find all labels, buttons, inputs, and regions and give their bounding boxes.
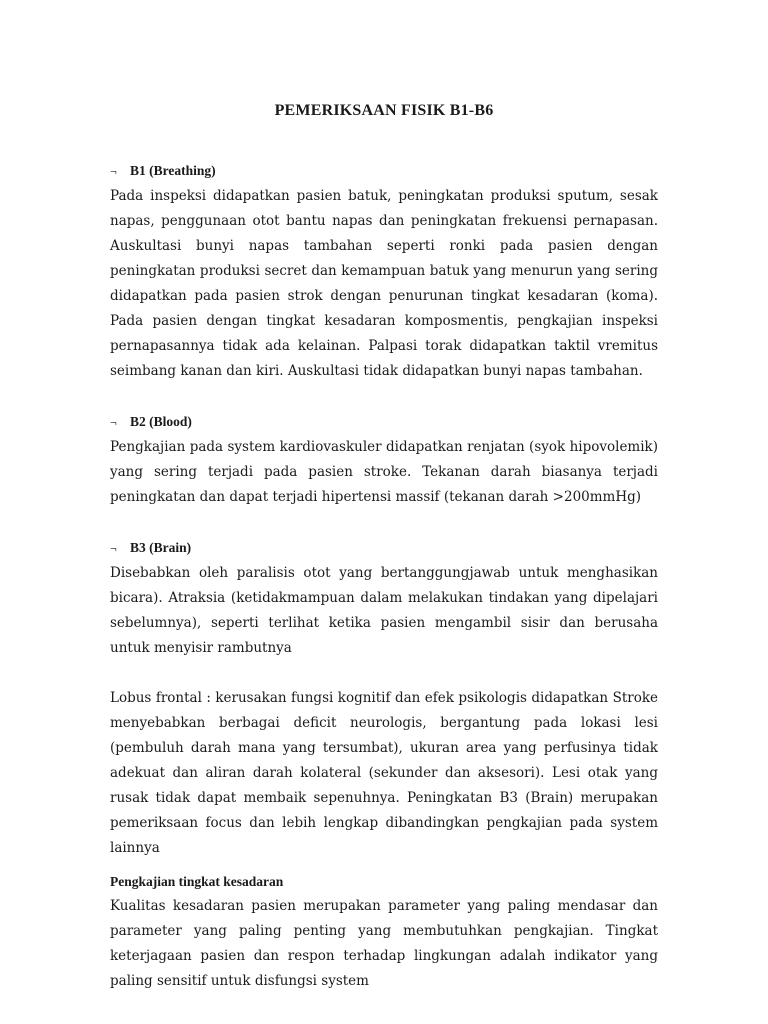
section-paragraph: Disebabkan oleh paralisis otot yang bertanggungjawab untuk menghasikan bicara). Atraksia (ketidakmampuan dalam melakukan tindakan yang dipelajari sebelumnya), seperti terlihat ketika pasien mengambil sisir dan berusaha untuk menyisir rambutnya: [110, 565, 658, 656]
section-heading: [110, 158, 658, 184]
subsection-heading: Pengkajian tingkat kesadaran: [110, 874, 284, 889]
spacer: [110, 384, 658, 409]
section-b2: [110, 409, 658, 510]
section-b3: [110, 535, 658, 861]
spacer: [110, 661, 658, 686]
section-paragraph: Pengkajian pada system kardiovaskuler didapatkan renjatan (syok hipovolemik) yang sering terjadi pada pasien stroke. Tekanan darah biasanya terjadi peningkatan dan dapat terjadi hipertensi massif (tekanan darah >200mmHg): [110, 439, 658, 505]
section-heading-label: B2 (Blood): [130, 414, 192, 429]
spacer: [110, 510, 658, 535]
page-title: PEMERIKSAAN FISIK B1-B6: [274, 102, 494, 119]
section-heading-label: B3 (Brain): [130, 540, 192, 555]
section-heading: [110, 535, 658, 561]
bullet-marker: ¬: [110, 415, 117, 429]
section-paragraph: Pada inspeksi didapatkan pasien batuk, peningkatan produksi sputum, sesak napas, penggunaan otot bantu napas dan peningkatan frekuensi pernapasan. Auskultasi bunyi napas tambahan seperti ronki pada pasien dengan peningkatan produksi secret dan kemampuan batuk yang menurun yang sering didapatkan pada pasien strok dengan penurunan tingkat kesadaran (koma). Pada pasien dengan tingkat kesadaran komposmentis, pengkajian inspeksi pernapasannya tidak ada kelainan. Palpasi torak didapatkan taktil vremitus seimbang kanan dan kiri. Auskultasi tidak didapatkan bunyi napas tambahan.: [110, 188, 658, 379]
section-paragraph: Lobus frontal : kerusakan fungsi kognitif dan efek psikologis didapatkan Stroke menyebabkan berbagai deficit neurologis, bergantung pada lokasi lesi (pembuluh darah mana yang tersumbat), ukuran area yang perfusinya tidak adekuat dan aliran darah kolateral (sekunder dan aksesori). Lesi otak yang rusak tidak dapat membaik sepenuhnya. Peningkatan B3 (Brain) merupakan pemeriksaan focus dan lebih lengkap dibandingkan pengkajian pada system lainnya: [110, 690, 658, 856]
subsection-paragraph: Kualitas kesadaran pasien merupakan parameter yang paling mendasar dan parameter yang paling penting yang membutuhkan pengkajian. Tingkat keterjagaan pasien dan respon terhadap lingkungan adalah indikator yang paling sensitif untuk disfungsi system: [110, 898, 658, 989]
bullet-marker: ¬: [110, 541, 117, 555]
section-b1: [110, 158, 658, 384]
section-heading: [110, 409, 658, 435]
document-page: [110, 102, 658, 994]
section-heading-label: B1 (Breathing): [130, 163, 216, 178]
spacer: [110, 861, 658, 869]
bullet-marker: ¬: [110, 164, 117, 178]
subsection-kesadaran: [110, 869, 658, 994]
